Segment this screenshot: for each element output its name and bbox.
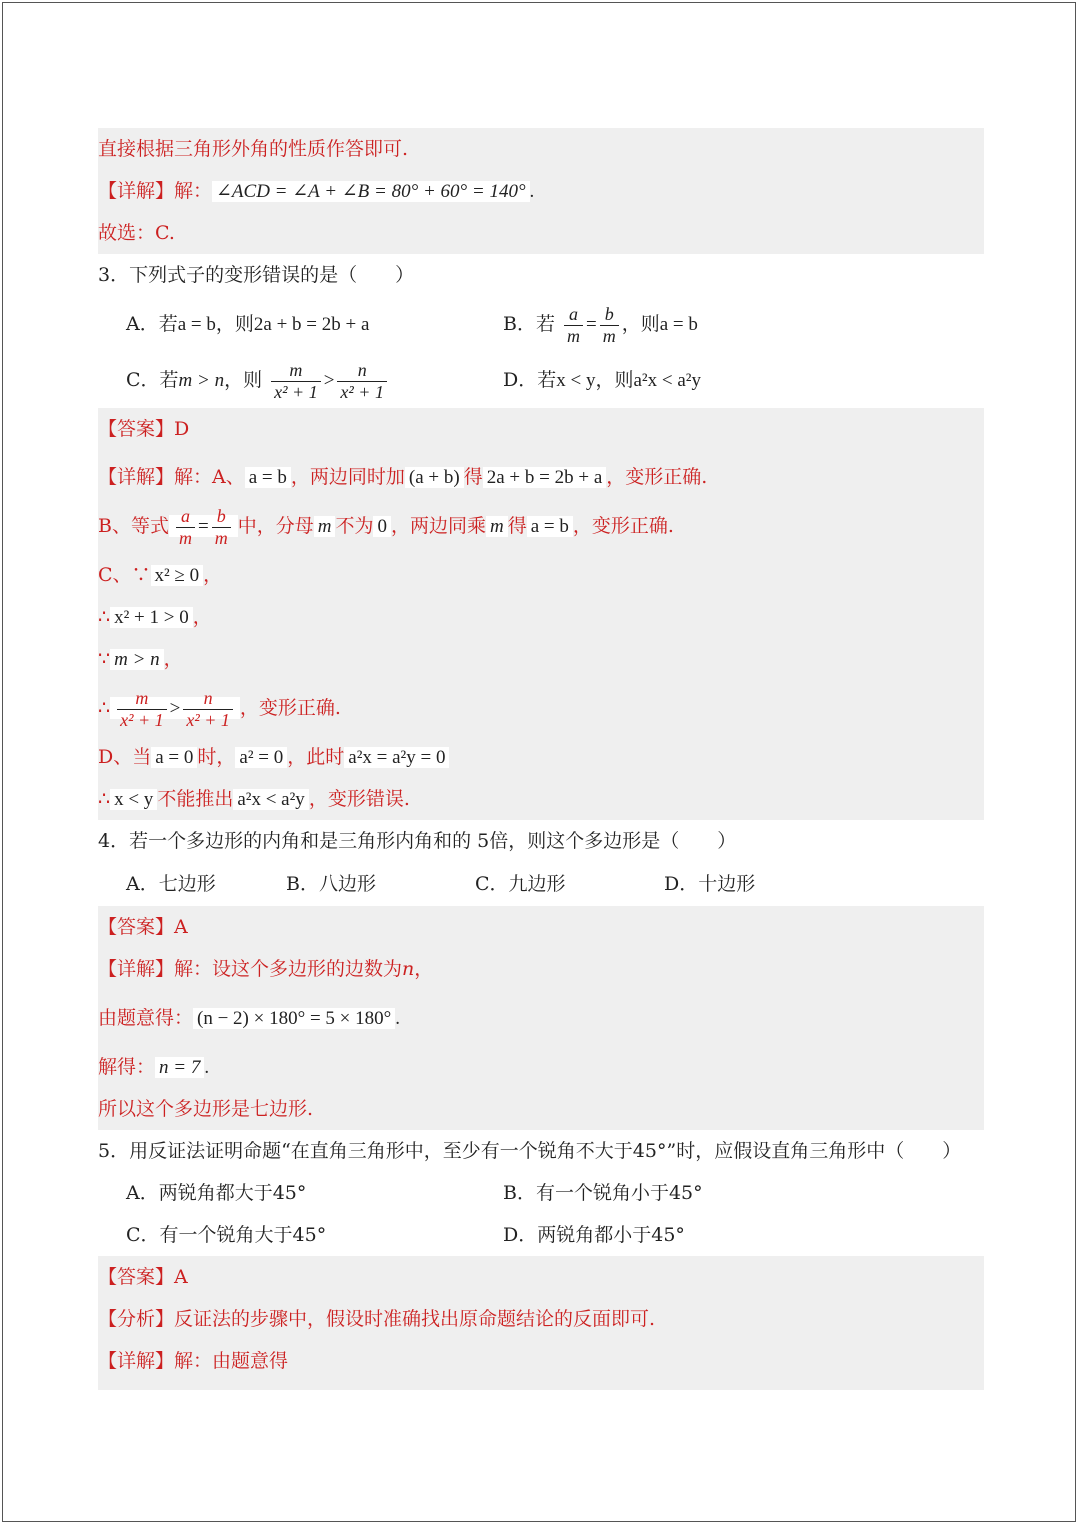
solution-block-q2 [98, 128, 984, 254]
q5-option-d: D．两锐角都小于45° [503, 1224, 685, 1246]
q3-detail-c3: ∵ m > n ， [98, 648, 183, 670]
q5-option-b: B．有一个锐角小于45° [503, 1182, 703, 1204]
fraction: $\frac{m}{\text{x² + 1}}$ [117, 688, 167, 730]
q3-option-c: C．若m > n，则 $\frac{m}{\text{x² + 1}}$ > $\frac{n}{\text{x² + 1}}$ [126, 352, 390, 409]
fraction: $\frac{a}{m}$ [564, 304, 583, 346]
fraction: $\frac{b}{m}$ [212, 506, 231, 548]
q4-detail-3: 解得： n = 7 . [98, 1056, 210, 1078]
q3-options-row-2 [98, 352, 984, 408]
q4-stem: 4．若一个多边形的内角和是三角形内角和的 5倍，则这个多边形是（ ） [98, 830, 737, 852]
angle-equation: ∠ACD = ∠A + ∠B = 80° + 60° = 140° [212, 181, 530, 202]
q4-option-b: B．八边形 [286, 873, 376, 895]
q5-option-a: A．两锐角都大于45° [126, 1182, 307, 1204]
q3-detail-a: 【详解】解：A、 a = b ，两边同时加 (a + b) 得 2a + b = 2b + a ，变形正确. [98, 466, 708, 488]
q5-options-row-1 [98, 1172, 984, 1214]
q4-detail-2: 由题意得： (n − 2) × 180° = 5 × 180° . [98, 1007, 400, 1029]
q3-detail-c1: C、∵ x² ≥ 0 ， [98, 564, 223, 586]
q4-option-a: A．七边形 [126, 873, 216, 895]
q3-detail-c2: ∴ x² + 1 > 0 ， [98, 606, 212, 628]
q3-detail-c4: ∴ $\frac{m}{\text{x² + 1}}$ > $\frac{n}{\text{x² + 1}}$ ，变形正确. [98, 687, 341, 730]
conclusion-text: 故选：C. [98, 222, 175, 244]
q3-stem: 3．下列式子的变形错误的是（ ） [98, 264, 415, 286]
document-content [98, 128, 984, 1390]
hint-text: 直接根据三角形外角的性质作答即可. [98, 138, 409, 160]
q3-detail-b: B、等式 $\frac{a}{m}$ = $\frac{b}{m}$ 中，分母 m 不为 0 ，两边同乘 m 得 a = b ，变形正确. [98, 505, 674, 548]
q3-option-b: B．若 $\frac{a}{m}$ = $\frac{b}{m}$ ，则a = b [503, 303, 698, 346]
q3-detail-d2: ∴ x < y 不能推出 a²x < a²y ，变形错误. [98, 788, 410, 810]
fraction: $\frac{n}{\text{x² + 1}}$ [183, 688, 233, 730]
q3-option-d: D．若x < y，则a²x < a²y [503, 369, 701, 391]
fraction: $\frac{a}{m}$ [176, 506, 195, 548]
q4-option-c: C．九边形 [475, 873, 566, 895]
fraction: $\frac{m}{\text{x² + 1}}$ [271, 360, 321, 402]
solution-block-q4 [98, 906, 984, 1130]
q5-answer: 【答案】A [98, 1266, 188, 1288]
q4-conclusion: 所以这个多边形是七边形. [98, 1098, 314, 1120]
q5-stem: 5．用反证法证明命题“在直角三角形中，至少有一个锐角不大于45°”时，应假设直角三角形中（ ） [98, 1140, 962, 1162]
q4-options-row [98, 862, 984, 906]
q4-detail-1: 【详解】解：设这个多边形的边数为n， [98, 958, 434, 980]
solution-block-q5 [98, 1256, 984, 1390]
q3-answer: 【答案】D [98, 418, 190, 440]
q3-option-a: A．若a = b，则2a + b = 2b + a [126, 313, 370, 335]
solution-block-q3 [98, 408, 984, 820]
detail-line [98, 170, 984, 212]
fraction: $\frac{b}{m}$ [600, 304, 619, 346]
q4-option-d: D．十边形 [664, 873, 756, 895]
detail-label: 【详解】解： [98, 180, 213, 202]
q3-options-row-1 [98, 296, 984, 352]
q3-detail-d1: D、当 a = 0 时， a² = 0 ，此时 a²x = a²y = 0 [98, 736, 984, 778]
period: . [529, 181, 535, 202]
q5-analysis: 【分析】反证法的步骤中，假设时准确找出原命题结论的反面即可. [98, 1308, 656, 1330]
fraction: $\frac{n}{\text{x² + 1}}$ [337, 360, 387, 402]
q5-option-c: C．有一个锐角大于45° [126, 1224, 327, 1246]
q5-options-row-2 [98, 1214, 984, 1256]
q5-detail: 【详解】解：由题意得 [98, 1350, 289, 1372]
q4-answer: 【答案】A [98, 916, 188, 938]
